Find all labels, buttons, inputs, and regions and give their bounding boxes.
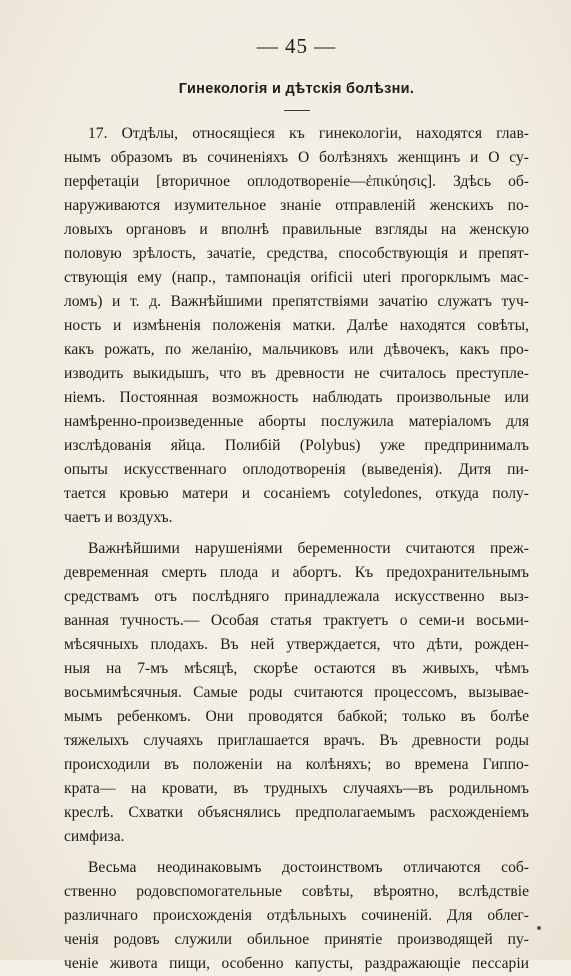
text-line: средствамъ отъ послѣдняго принадлежала искусственно выз- [64,588,529,605]
text-line: чаетъ и воздухъ. [64,509,173,526]
paragraph [64,122,529,530]
text-line: ченія родовъ служили обильное принятіе производящей пу- [64,931,529,948]
text-line: ніемъ. Постоянная возможность наблюдать произвольные или [64,389,529,406]
text-line: тается кровью матери и сосаніемъ cotyledones, откуда полу- [64,485,529,502]
paragraph [64,856,529,976]
text-line: перфетаціи [вторичное оплодотвореніе—ἐπικύησις]. Здѣсь об- [64,173,529,190]
text-line: 17. Отдѣлы, относящіеся къ гинекологіи, находятся глав- [88,125,529,142]
text-line: Важнѣйшими нарушеніями беременности считаются преж- [88,540,529,557]
text-line: ломъ) и т. д. Важнѣйшими препятствіями зачатію служатъ туч- [64,293,529,310]
text-line: ствующія ему (напр., тампонація orificii uteri прогорклымъ мас- [64,269,529,286]
text-line: намѣренно-произведенные аборты послужила матеріаломъ для [64,413,529,430]
ink-speck [537,926,541,930]
text-line: какъ рожать, по желанію, мальчиковъ или дѣвочекъ, какъ про- [64,341,529,358]
text-line: изводить выкидышъ, что въ древности не считалось преступле- [64,365,529,382]
text-line: симфиза. [64,828,125,845]
text-line: половую зрѣлость, зачатіе, средства, способствующія и препят- [64,245,529,262]
paragraph-gap [64,530,529,537]
text-line: ванная тучность.— Особая статья трактуетъ о семи-и восьми- [64,612,529,629]
paragraph [64,537,529,849]
text-line: нымъ образомъ въ сочиненіяхъ О болѣзняхъ женщинъ и О су- [64,149,529,166]
text-line: происходили въ положеніи на колѣняхъ; во времена Гиппо- [64,756,529,773]
text-line: крата— на кровати, въ трудныхъ случаяхъ—въ родильномъ [64,780,529,797]
text-line: ственно родовспомогательные совѣты, вѣроятно, вслѣдствіе [64,883,529,900]
body-text [64,122,529,976]
paragraph-gap [64,849,529,856]
text-line: наруживаются изумительное знаніе отправленій женскихъ по- [64,197,529,214]
text-line: ченіе живота пищи, особенно капусты, раздражающіе пессаріи [64,955,529,972]
text-line: ловыхъ органовъ и вполнѣ правильные взгляды на женскую [64,221,529,238]
text-line: мымъ ребенкомъ. Они проводятся бабкой; только въ болѣе [64,708,529,725]
page-number: — 45 — [256,34,337,58]
text-line: восьмимѣсячныя. Самые роды считаются процессомъ, вызывае- [64,684,529,701]
text-line: различнаго происхожденія отдѣльныхъ сочиненій. Для облег- [64,907,529,924]
text-line: изслѣдованія яйца. Полибій (Polybus) уже предпринималъ [64,437,529,454]
heading-divider [284,110,310,111]
text-line: креслѣ. Схватки объяснялись предполагаемымъ расхожденіемъ [64,804,529,821]
text-line: мѣсячныхъ плодахъ. Въ ней утверждается, что дѣти, рожден- [64,636,529,653]
text-line: ныя на 7-мъ мѣсяцѣ, скорѣе остаются въ живыхъ, чѣмъ [64,660,529,677]
section-heading: Гинекологія и дѣтскія болѣзни. [178,81,415,97]
text-line: тяжелыхъ случаяхъ приглашается врачъ. Въ древности роды [64,732,529,749]
text-line: опыты искусственнаго оплодотворенія (выведенія). Дитя пи- [64,461,529,478]
text-line: ность и измѣненія положенія матки. Далѣе находятся совѣты, [64,317,529,334]
text-line: Весьма неодинаковымъ достоинствомъ отличаются соб- [88,859,529,876]
text-line: девременная смерть плода и абортъ. Къ предохранительнымъ [64,564,529,581]
